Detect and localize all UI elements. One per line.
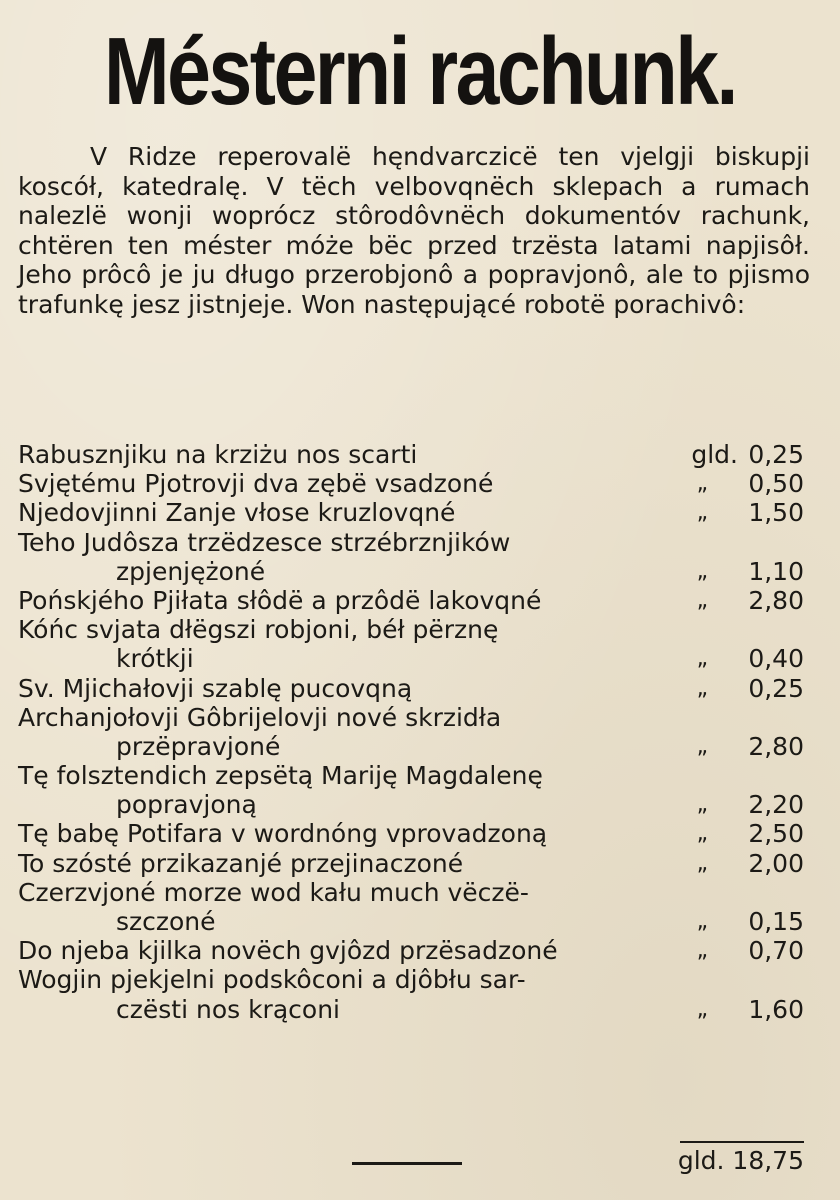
bill-item-currency: „	[696, 938, 708, 964]
bill-item-row	[18, 761, 804, 790]
bill-item-text: zpjenjężoné	[116, 556, 266, 586]
bill-item-text: Kóńc svjata dłëgszi robjoni, béł përznę	[18, 615, 499, 645]
bill-item-text: krótkji	[116, 644, 194, 674]
bill-item-amount: 2,20	[748, 790, 804, 820]
bill-item-text: przëpravjoné	[116, 731, 281, 761]
bill-item-text: Njedovjinni Zanje vłose kruzlovqné	[18, 498, 456, 528]
bill-item-amount: 0,15	[748, 907, 804, 936]
bill-item-text: czësti nos krąconi	[116, 994, 340, 1024]
bill-item-currency: „	[696, 792, 708, 818]
bill-item-currency: „	[696, 587, 708, 613]
bill-item-amount: 0,40	[748, 644, 804, 674]
bill-item-row	[18, 469, 804, 498]
bill-item-row	[18, 615, 804, 644]
bill-item-text: Tę folsztendich zepsëtą Mariję Magdalenę	[18, 761, 543, 791]
bill-item-text: To szósté przikazanjé przejinaczoné	[18, 848, 464, 878]
bill-item-amount: 0,25	[748, 440, 804, 469]
bill-item-row	[18, 528, 804, 557]
bill-item-text: Teho Judôsza trzëdzesce strzébrznjików	[18, 527, 511, 557]
bill-item-text: Archanjołovji Gôbrijelovji nové skrzidła	[18, 702, 502, 732]
bill-item-amount: 0,70	[748, 936, 804, 966]
article-intro: V Ridze reperovalë hęndvarczicë ten vjelgji biskupji koscół, katedralę. V tëch velbovqnëch sklepach a rumach nalezlë wonji woprócz stôrodôvnëch dokumentóv rachunk, chtëren ten méster móże bëc przed trzësta latami napjisôł. Jeho prôcô je ju długo przerobjonô a popravjonô, ale to pjismo trafunkę jesz jistnjeje. Won następującé robotë porachivô:	[18, 142, 810, 319]
bill-item-amount: 2,50	[748, 819, 804, 849]
bill-item-row	[18, 878, 804, 907]
bill-item-amount: 1,50	[748, 498, 804, 528]
bill-item-row	[18, 819, 804, 848]
article-title: Mésterni rachunk.	[104, 18, 736, 125]
bill-item-row	[18, 557, 804, 586]
bill-item-currency: „	[696, 675, 708, 701]
bill-item-currency: „	[696, 821, 708, 847]
bill-item-amount: 2,80	[748, 731, 804, 761]
bill-item-amount: 2,00	[748, 848, 804, 878]
bill-item-row	[18, 732, 804, 761]
bill-item-row	[18, 440, 804, 469]
bill-item-row	[18, 965, 804, 994]
bill-item-row	[18, 790, 804, 819]
bill-item-amount: 1,10	[748, 556, 804, 586]
bill-item-text: szczoné	[116, 907, 216, 936]
bill-item-row	[18, 907, 804, 936]
bill-item-amount: 1,60	[748, 994, 804, 1024]
bill-item-amount: 2,80	[748, 585, 804, 615]
bill-item-text: Pońskjého Pjiłata słôdë a przôdë lakovqné	[18, 585, 542, 615]
bill-item-text: Do njeba kjilka novëch gvjôzd przësadzoné	[18, 936, 558, 966]
bill-item-row	[18, 498, 804, 527]
bill-item-text: Rabusznjiku na krziżu nos scarti	[18, 440, 418, 469]
bill-item-currency: „	[696, 909, 708, 934]
bill-item-text: Wogjin pjekjelni podskôconi a djôbłu sar-	[18, 965, 526, 995]
bill-item-amount: 0,50	[748, 469, 804, 499]
bill-item-row	[18, 995, 804, 1024]
bill-item-row	[18, 644, 804, 673]
bill-item-text: Svjętému Pjotrovji dva zębë vsadzoné	[18, 469, 494, 499]
total-underline	[680, 1141, 804, 1143]
decorative-rule	[352, 1162, 462, 1165]
bill-total: gld. 18,75	[677, 1146, 804, 1175]
bill-item-amount: 0,25	[748, 673, 804, 703]
bill-item-text: Sv. Mjichałovji szablę pucovqną	[18, 673, 413, 703]
bill-item-row	[18, 936, 804, 965]
bill-item-currency: „	[696, 733, 708, 759]
bill-item-currency: „	[696, 471, 708, 497]
bill-item-row	[18, 674, 804, 703]
bill-item-currency: gld.	[691, 440, 738, 469]
bill-items-list	[18, 440, 804, 1024]
bill-item-text: popravjoną	[116, 790, 257, 820]
bill-item-currency: „	[696, 996, 708, 1022]
bill-item-row	[18, 849, 804, 878]
bill-item-currency: „	[696, 500, 708, 526]
bill-item-currency: „	[696, 646, 708, 672]
bill-item-currency: „	[696, 558, 708, 584]
bill-item-text: Czerzvjoné morze wod kału much vëczë-	[18, 877, 529, 907]
bill-item-row	[18, 586, 804, 615]
bill-item-row	[18, 703, 804, 732]
bill-item-text: Tę babę Potifara v wordnóng vprovadzoną	[18, 819, 548, 849]
bill-item-currency: „	[696, 850, 708, 876]
